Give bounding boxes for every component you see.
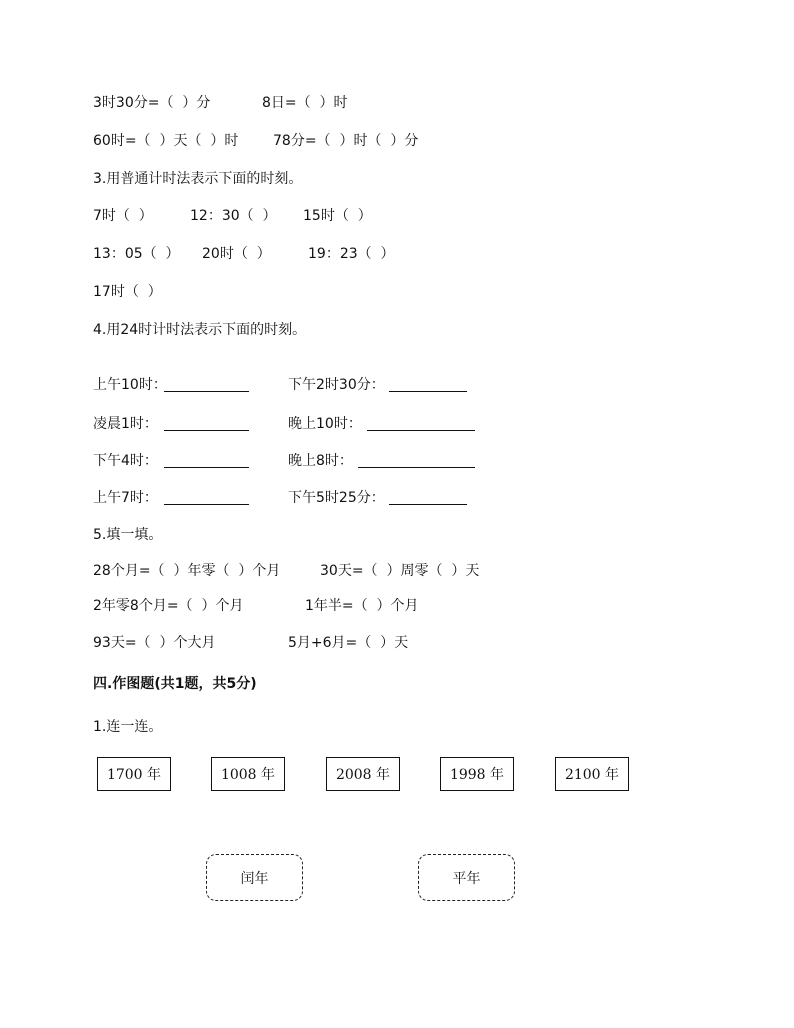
- year-box[interactable]: 2100 年: [555, 757, 629, 791]
- year-box[interactable]: 1998 年: [440, 757, 514, 791]
- q3-title: 3.用普通计时法表示下面的时刻。: [93, 171, 303, 187]
- q2-line2-a: 60时=（ ）天（ ）时: [93, 133, 239, 149]
- answer-blank[interactable]: [389, 377, 467, 392]
- section-heading: 四.作图题(共1题，共5分): [93, 676, 257, 692]
- q2-line1-a: 3时30分=（ ）分: [93, 95, 211, 111]
- common-year-box[interactable]: 平年: [418, 854, 515, 901]
- question-title: 1.连一连。: [93, 719, 163, 735]
- q5-item: 28个月=（ ）年零（ ）个月: [93, 563, 281, 579]
- q4-label: 晚上8时：: [288, 453, 353, 469]
- q4-label: 晚上10时：: [288, 416, 362, 432]
- q4-label: 下午5时25分：: [288, 490, 385, 506]
- q2-line1-b: 8日=（ ）时: [262, 95, 348, 111]
- answer-blank[interactable]: [164, 377, 249, 392]
- q4-label: 凌晨1时：: [93, 416, 158, 432]
- q3-item: 17时（ ）: [93, 284, 162, 300]
- q3-item: 7时（ ）: [93, 208, 153, 224]
- q4-label: 下午2时30分：: [288, 377, 385, 393]
- q5-item: 93天=（ ）个大月: [93, 635, 216, 651]
- q3-item: 15时（ ）: [303, 208, 372, 224]
- q4-label: 下午4时：: [93, 453, 158, 469]
- q5-title: 5.填一填。: [93, 527, 163, 543]
- answer-blank[interactable]: [367, 416, 475, 431]
- q5-item: 30天=（ ）周零（ ）天: [320, 563, 480, 579]
- year-box[interactable]: 1008 年: [211, 757, 285, 791]
- q5-item: 2年零8个月=（ ）个月: [93, 598, 244, 614]
- q3-item: 19：23（ ）: [308, 246, 395, 262]
- q3-item: 20时（ ）: [202, 246, 271, 262]
- q3-item: 12：30（ ）: [190, 208, 277, 224]
- answer-blank[interactable]: [164, 490, 249, 505]
- answer-blank[interactable]: [389, 490, 467, 505]
- q5-item: 5月+6月=（ ）天: [288, 635, 409, 651]
- q5-item: 1年半=（ ）个月: [305, 598, 419, 614]
- leap-year-box[interactable]: 闰年: [206, 854, 303, 901]
- year-box[interactable]: 2008 年: [326, 757, 400, 791]
- q3-item: 13：05（ ）: [93, 246, 180, 262]
- answer-blank[interactable]: [164, 453, 249, 468]
- q2-line2-b: 78分=（ ）时（ ）分: [273, 133, 419, 149]
- q4-label: 上午10时：: [93, 377, 167, 393]
- q4-title: 4.用24时计时法表示下面的时刻。: [93, 322, 307, 338]
- answer-blank[interactable]: [164, 416, 249, 431]
- year-box[interactable]: 1700 年: [97, 757, 171, 791]
- answer-blank[interactable]: [358, 453, 475, 468]
- q4-label: 上午7时：: [93, 490, 158, 506]
